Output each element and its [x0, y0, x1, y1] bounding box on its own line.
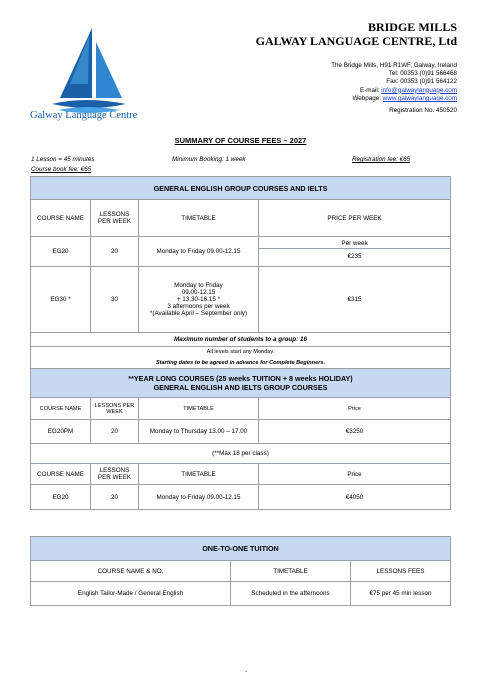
- eg30-course: EG30 *: [31, 267, 91, 333]
- eg20pm-course: EG20PM: [31, 420, 91, 444]
- start-day: All levels start any Monday.: [31, 347, 451, 358]
- header-title-2: GALWAY LANGUAGE CENTRE, Ltd: [255, 34, 457, 48]
- section2-title-1: **YEAR LONG COURSES (25 weeks TUITION + 8 weeks HOLIDAY): [128, 374, 353, 383]
- s2-col-timetable: TIMETABLE: [139, 398, 259, 420]
- s2b-col-lessons: LESSONS PER WEEK: [91, 464, 139, 485]
- webpage-line: [331, 95, 457, 103]
- eg30-tt-a: Monday to Friday: [174, 282, 223, 289]
- one-to-one-course: English Tailor-Made / General English: [31, 582, 231, 606]
- s2-col-course: COURSE NAME: [31, 398, 91, 420]
- one-to-one-fees: €75 per 45 min lesson: [351, 582, 451, 606]
- s2b-col-timetable: TIMETABLE: [139, 464, 259, 485]
- email-link[interactable]: info@galwaylanguage.com: [381, 86, 457, 94]
- eg20pm-lessons: 20: [91, 420, 139, 444]
- webpage-label: Webpage:: [352, 94, 382, 102]
- col-price: PRICE PER WEEK: [259, 200, 451, 237]
- section1-title: GENERAL ENGLISH GROUP COURSES AND IELTS: [31, 177, 451, 200]
- contact-block: [331, 62, 457, 115]
- registration: Registration No. 450520: [389, 107, 457, 115]
- email-line: [331, 87, 457, 95]
- eg20-timetable: Monday to Friday 09.00-12.15: [139, 237, 259, 267]
- tel: Tel: 00353 (0)91 566468: [388, 70, 457, 78]
- eg30-price: €315: [259, 267, 451, 333]
- col-lessons: LESSONS PER WEEK: [91, 200, 139, 237]
- webpage-link[interactable]: www.galwaylanguage.com: [382, 94, 457, 102]
- logo-text: Galway Language Centre: [30, 110, 138, 121]
- col-course: COURSE NAME: [31, 200, 91, 237]
- section2-title-2: GENERAL ENGLISH AND IELTS GROUP COURSES: [153, 383, 328, 392]
- course-fees-table: [30, 176, 451, 510]
- max-students: Maximum number of students to a group: 16: [31, 333, 451, 347]
- eg20-lessons: 20: [91, 237, 139, 267]
- eg20-year-lessons: 20: [91, 485, 139, 510]
- eg30-timetable: [139, 267, 259, 333]
- lesson-info: 1 Lesson = 45 minutes: [31, 156, 95, 163]
- email-label: E-mail:: [359, 86, 380, 94]
- minimum-booking: Minimum Booking: 1 week: [172, 156, 246, 163]
- eg20-price-cell: [259, 237, 451, 267]
- s2b-col-price: Price: [259, 464, 451, 485]
- footer-mark: .: [245, 665, 248, 674]
- fax: Fax: 00353 (0)91 564122: [386, 78, 457, 86]
- eg20pm-price: €3250: [259, 420, 451, 444]
- section3-title: ONE-TO-ONE TUITION: [31, 537, 451, 561]
- eg20-price: €235: [347, 253, 362, 260]
- s3-col-fees: LESSONS FEES: [351, 561, 451, 582]
- eg30-tt-d: 3 afternoons per week: [167, 303, 230, 310]
- eg30-tt-c: + 13.30-16.15 *: [176, 296, 221, 303]
- registration-fee: Registration fee: €65: [352, 156, 411, 163]
- summary-title: SUMMARY OF COURSE FEES – 2027: [174, 136, 307, 145]
- eg20-year-timetable: Monday to Friday 09.00-12.15: [139, 485, 259, 510]
- start-dates: Starting dates to be agreed in advance for Complete Beginners.: [31, 358, 451, 369]
- eg20-course: EG20: [31, 237, 91, 267]
- eg30-tt-e: *(Available April – September only): [149, 310, 248, 317]
- one-to-one-timetable: Scheduled in the afternoons: [231, 582, 351, 606]
- eg20-year-course: EG20: [31, 485, 91, 510]
- s3-col-course: COURSE NAME & NO.: [31, 561, 231, 582]
- max-class-note: (**Max 18 per class): [31, 444, 451, 464]
- address: The Bridge Mills, H91 R1WF, Galway, Ireland: [331, 62, 457, 69]
- eg30-lessons: 30: [91, 267, 139, 333]
- eg30-tt-b: 09.00-12.15: [181, 289, 216, 296]
- s2b-col-course: COURSE NAME: [31, 464, 91, 485]
- course-book-fee: Course book fee: €65: [31, 166, 92, 173]
- header-title-1: BRIDGE MILLS: [367, 20, 457, 34]
- s2-col-lessons: LESSONS PER WEEK: [91, 398, 139, 420]
- per-week-label: Per week: [259, 239, 450, 249]
- one-to-one-table: [30, 536, 451, 606]
- eg20-year-price: €4050: [259, 485, 451, 510]
- eg20pm-timetable: Monday to Thursday 13.00 – 17.00: [139, 420, 259, 444]
- sailboat-logo-icon: [30, 24, 140, 124]
- col-timetable: TIMETABLE: [139, 200, 259, 237]
- section2-title: [31, 369, 451, 398]
- s3-col-timetable: TIMETABLE: [231, 561, 351, 582]
- s2-col-price: Price: [259, 398, 451, 420]
